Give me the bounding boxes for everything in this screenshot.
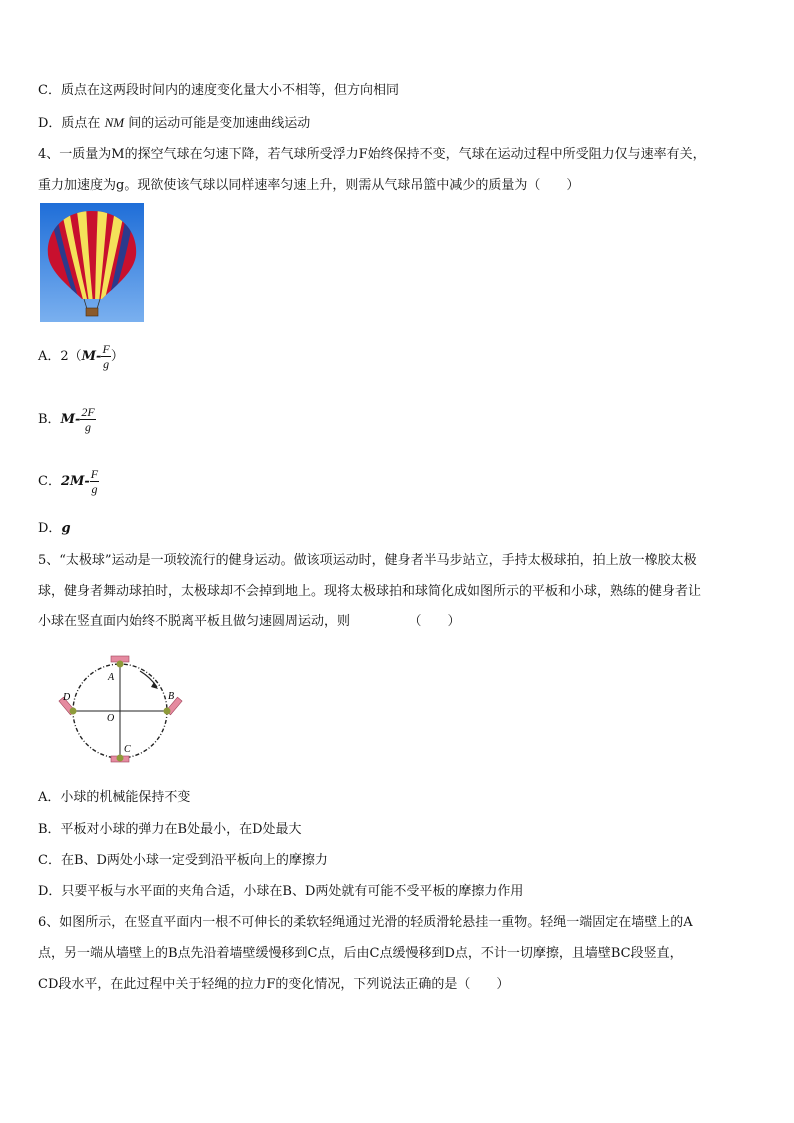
label-d: D [63, 692, 71, 703]
q4-option-a-m: M- [81, 349, 102, 364]
ball-a [117, 661, 124, 668]
q4-option-b-fraction [80, 405, 95, 434]
q4-option-a-denominator: g [103, 357, 110, 371]
q4-option-b-label: B． [38, 412, 61, 427]
q4-stem-line1: 4、一质量为M的探空气球在匀速下降，若气球所受浮力F始终保持不变，气球在运动过程中所受阻力仅与速率有关， [38, 147, 706, 162]
q5-option-a: A．小球的机械能保持不变 [38, 790, 191, 805]
q5-stem-line2: 球，健身者舞动球拍时，太极球却不会掉到地上。现将太极球拍和球简化成如图所示的平板和小球，熟练的健身者让 [38, 584, 702, 599]
q3-option-d [38, 115, 310, 132]
q5-stem-line1: 5、“太极球”运动是一项较流行的健身运动。做该项运动时，健身者半马步站立，手持太极球拍，拍上放一橡胶太极 [38, 553, 697, 568]
q4-option-b-m: M- [60, 412, 81, 427]
q4-option-a [38, 342, 124, 371]
q6-stem-line1: 6、如图所示，在竖直平面内一根不可伸长的柔软轻绳通过光滑的轻质滑轮悬挂一重物。轻绳一端固定在墙壁上的A [38, 915, 693, 930]
ball-d [70, 708, 77, 715]
q4-option-c-m: 2M- [60, 474, 90, 489]
q4-option-a-label: A．2（ [38, 349, 82, 364]
q3-option-c: C．质点在这两段时间内的速度变化量大小不相等，但方向相同 [38, 83, 399, 98]
q4-option-d-label: D． [38, 521, 62, 536]
q4-option-c-denominator: g [91, 482, 98, 496]
taiji-ball-diagram [58, 653, 188, 763]
q4-option-d-value: g [61, 521, 71, 536]
q4-option-b-denominator: g [85, 420, 92, 434]
q4-option-c-fraction [90, 467, 99, 496]
label-b: B [168, 691, 175, 702]
q4-option-b-numerator: 2F [81, 405, 95, 419]
ball-c [117, 755, 124, 762]
hot-air-balloon-image [40, 203, 144, 322]
q5-option-b: B．平板对小球的弹力在B处最小，在D处最大 [38, 822, 302, 837]
label-a: A [108, 672, 115, 683]
q4-stem-line2: 重力加速度为g。现欲使该气球以同样速率匀速上升，则需从气球吊篮中减少的质量为（ ） [38, 178, 580, 193]
q4-option-a-numerator: F [102, 342, 110, 356]
q3-option-d-prefix: D．质点在 [38, 116, 101, 131]
q4-option-a-fraction [101, 342, 110, 371]
q4-option-c [38, 467, 99, 496]
q4-option-c-numerator: F [90, 467, 99, 481]
label-o: O [107, 713, 115, 724]
q4-option-c-label: C． [38, 474, 61, 489]
q5-option-c: C．在B、D两处小球一定受到沿平板向上的摩擦力 [38, 853, 328, 868]
q4-option-d [38, 521, 71, 537]
q6-stem-line2: 点，另一端从墙壁上的B点先沿着墙壁缓慢移到C点，后由C点缓慢移到D点，不计一切摩擦，且墙壁BC段竖直， [38, 946, 683, 961]
q5-stem-line3: 小球在竖直面内始终不脱离平板且做匀速圆周运动，则 （ ） [38, 614, 461, 629]
q6-stem-line3: CD段水平，在此过程中关于轻绳的拉力F的变化情况，下列说法正确的是（ ） [38, 977, 510, 992]
ball-b [164, 708, 171, 715]
q3-option-d-var: NM [104, 115, 125, 130]
q3-option-d-suffix: 间的运动可能是变加速曲线运动 [128, 116, 311, 131]
label-c: C [124, 744, 131, 755]
q4-option-b [38, 405, 96, 434]
q4-option-a-close: ） [110, 349, 124, 364]
q5-option-d: D．只要平板与水平面的夹角合适，小球在B、D两处就有可能不受平板的摩擦力作用 [38, 884, 524, 899]
